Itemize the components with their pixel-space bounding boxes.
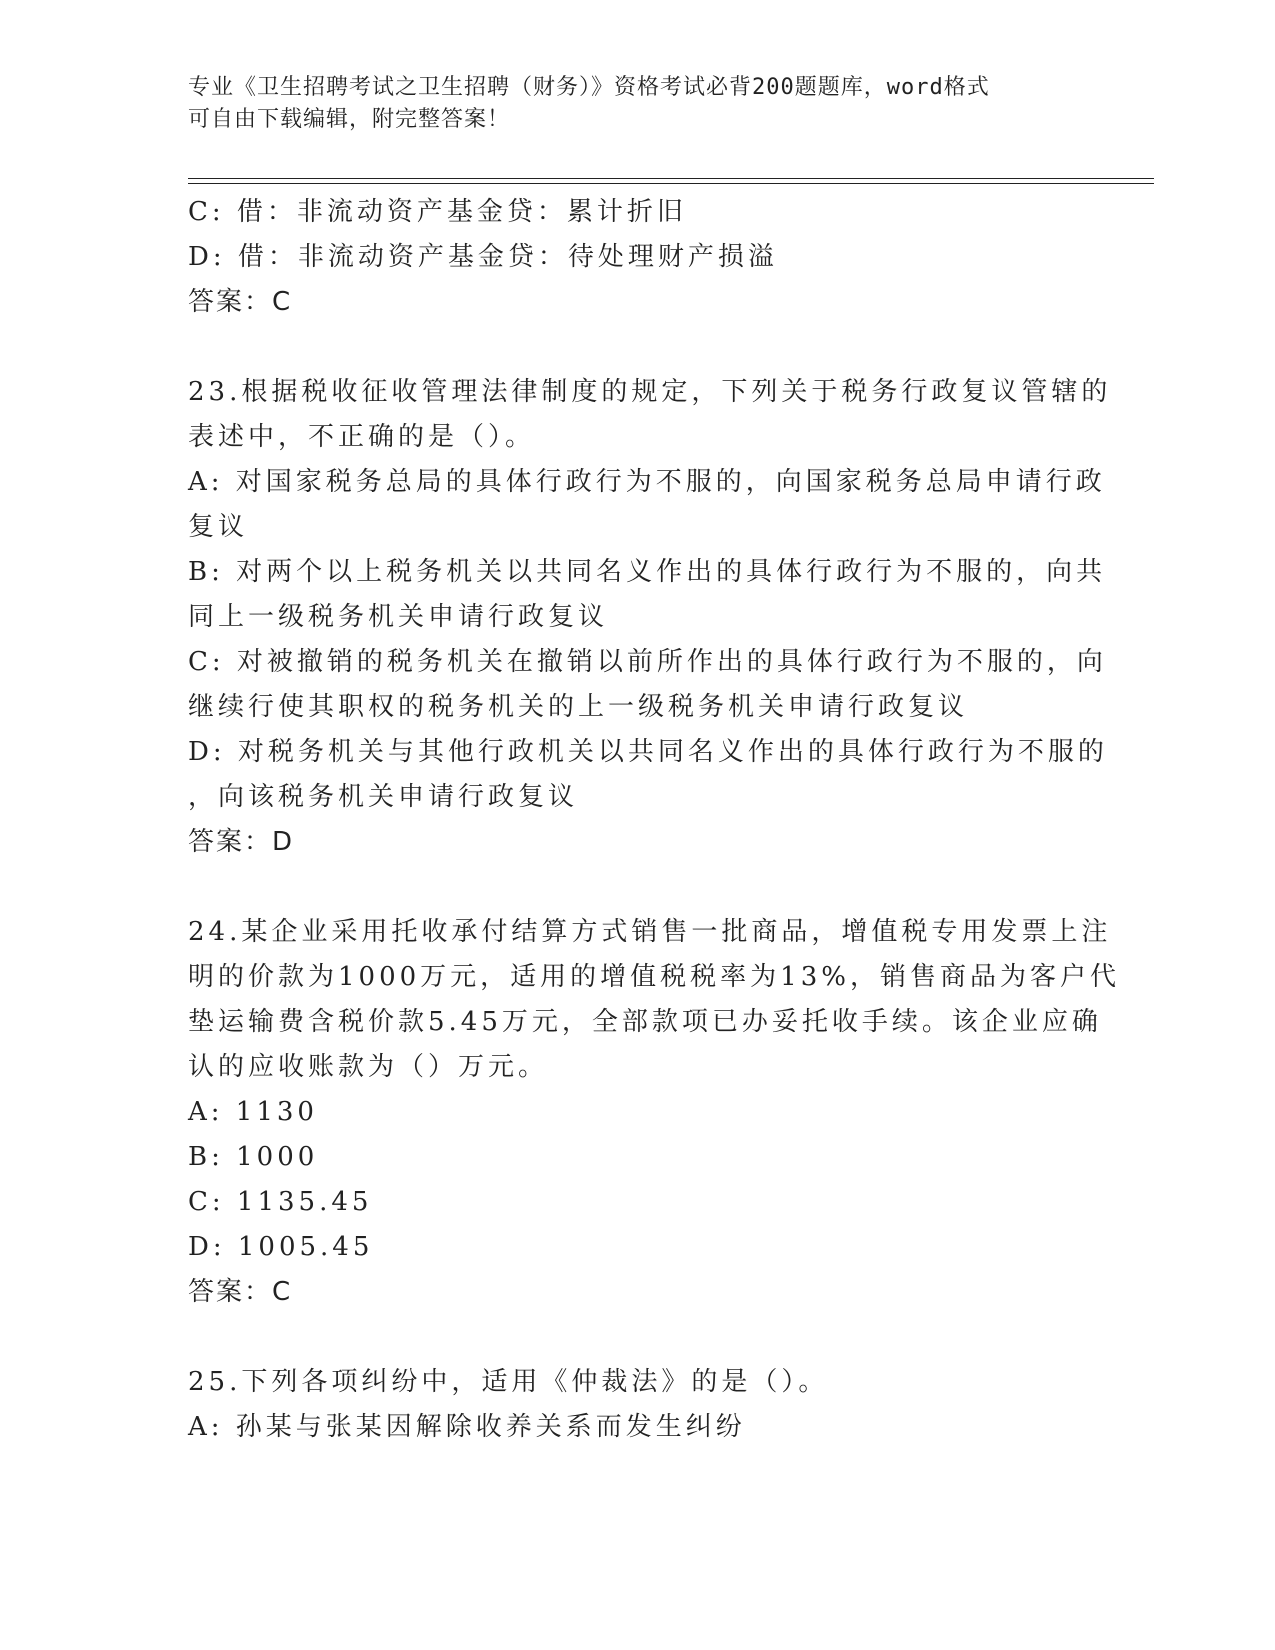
question-stem: 垫运输费含税价款5.45万元，全部款项已办妥托收手续。该企业应确 [188,1007,1102,1037]
document-header [188,72,1068,136]
option-a: A: 孙某与张某因解除收养关系而发生纠纷 [188,1412,746,1442]
spacer [188,325,1068,370]
spacer [188,865,1068,910]
option-c: C: 借：非流动资产基金贷：累计折旧 [188,197,687,227]
header-divider-top [188,178,1154,179]
option-a: A: 对国家税务总局的具体行政行为不服的，向国家税务总局申请行政 [188,467,1106,497]
option-d: D: 1005.45 [188,1232,374,1262]
option-b: B: 对两个以上税务机关以共同名义作出的具体行政行为不服的，向共 [188,557,1107,587]
question-stem: 表述中，不正确的是（）。 [188,422,536,452]
option-a-continued: 复议 [188,512,249,542]
question-25 [188,1360,1068,1450]
question-content [188,190,1120,1450]
option-c: C: 1135.45 [188,1187,373,1217]
answer-label: 答案：C [188,287,293,317]
option-c-continued: 继续行使其职权的税务机关的上一级税务机关申请行政复议 [188,692,969,722]
option-a: A: 1130 [188,1097,318,1127]
header-title-line-1: 专业《卫生招聘考试之卫生招聘（财务）》资格考试必背200题题库，word格式 [188,75,990,100]
option-b: B: 1000 [188,1142,319,1172]
option-c: C: 对被撤销的税务机关在撤销以前所作出的具体行政行为不服的，向 [188,647,1107,677]
option-d-continued: ，向该税务机关申请行政复议 [188,782,579,812]
question-24 [188,910,1120,1315]
spacer [188,1315,1068,1360]
answer-label: 答案：C [188,1277,293,1307]
header-title-line-2: 可自由下载编辑，附完整答案！ [188,107,511,132]
option-d: D: 对税务机关与其他行政机关以共同名义作出的具体行政行为不服的 [188,737,1108,767]
question-stem: 认的应收账款为（）万元。 [188,1052,549,1082]
question-stem: 23.根据税收征收管理法律制度的规定，下列关于税务行政复议管辖的 [188,377,1112,407]
answer-label: 答案：D [188,827,295,857]
option-d: D: 借：非流动资产基金贷：待处理财产损溢 [188,242,778,272]
option-b-continued: 同上一级税务机关申请行政复议 [188,602,609,632]
question-stem: 24.某企业采用托收承付结算方式销售一批商品，增值税专用发票上注 [188,917,1112,947]
question-stem: 明的价款为1000万元，适用的增值税税率为13%，销售商品为客户代 [188,962,1120,992]
header-divider-bottom [188,183,1154,184]
question-23 [188,370,1112,865]
question-22-tail [188,190,1068,325]
question-stem: 25.下列各项纠纷中，适用《仲裁法》的是（）。 [188,1367,829,1397]
